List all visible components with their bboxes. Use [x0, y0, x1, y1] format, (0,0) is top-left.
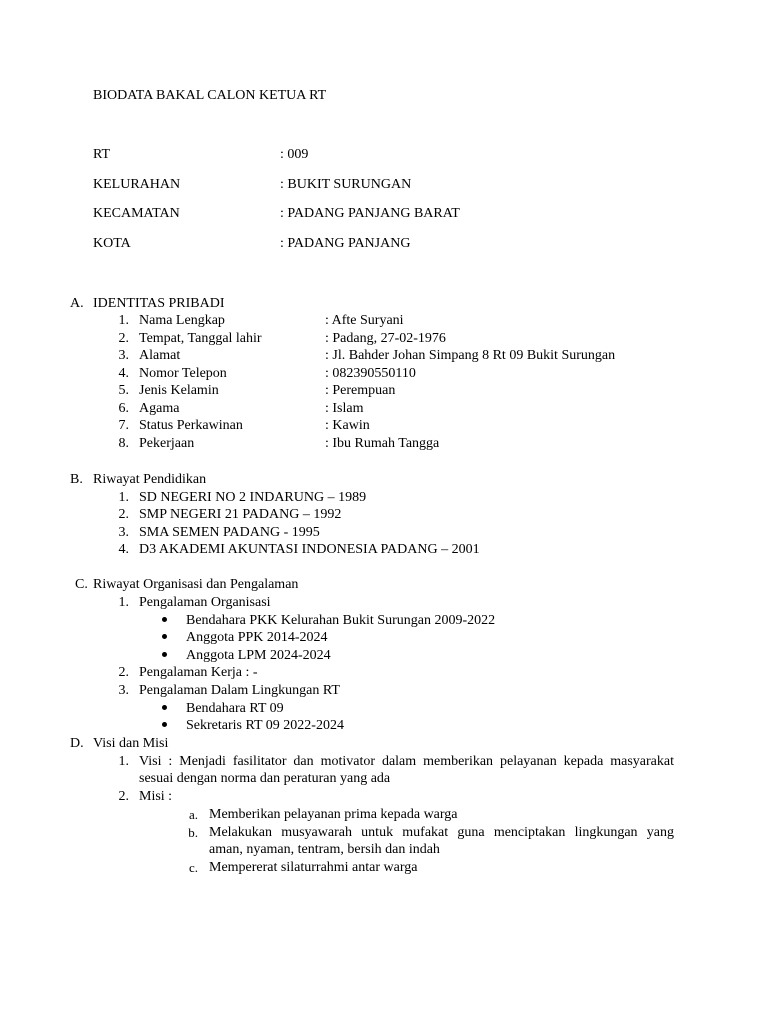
identity-label: Pekerjaan	[139, 436, 195, 451]
bullet-icon	[161, 717, 169, 725]
info-label: KOTA	[93, 236, 131, 251]
list-number: 8.	[118, 436, 129, 451]
identity-label: Jenis Kelamin	[139, 383, 219, 398]
list-number: 2.	[118, 507, 129, 522]
bullet-icon	[161, 700, 169, 708]
section-c-letter: C.	[75, 577, 88, 592]
experience-item: Pengalaman Kerja : -	[139, 665, 258, 680]
identity-label: Status Perkawinan	[139, 418, 243, 433]
misi-item: Melakukan musyawarah untuk mufakat guna menciptakan lingkungan yang	[209, 825, 674, 840]
info-label: KELURAHAN	[93, 177, 181, 192]
identity-value: : Kawin	[325, 418, 370, 433]
list-number: 1.	[118, 595, 129, 610]
misi-item: Memberikan pelayanan prima kepada warga	[209, 807, 458, 822]
visi-line-1: Visi : Menjadi fasilitator dan motivator dalam memberikan pelayanan kepada masyarakat	[139, 754, 674, 769]
list-number: 4.	[118, 542, 129, 557]
identity-label: Agama	[139, 401, 180, 416]
section-a-letter: A.	[70, 296, 84, 311]
identity-value: : Islam	[325, 401, 364, 416]
section-c-title: Riwayat Organisasi dan Pengalaman	[93, 577, 299, 592]
list-number: 5.	[118, 383, 129, 398]
section-d-letter: D.	[70, 736, 84, 751]
identity-value: : Ibu Rumah Tangga	[325, 436, 440, 451]
info-value: : 009	[280, 147, 309, 162]
bullet-icon	[161, 612, 169, 620]
bullet-item: Sekretaris RT 09 2022-2024	[186, 718, 344, 733]
section-b-letter: B.	[70, 472, 83, 487]
list-letter: b.	[188, 825, 198, 840]
education-item: D3 AKADEMI AKUNTASI INDONESIA PADANG – 2001	[139, 542, 480, 557]
bullet-item: Bendahara PKK Kelurahan Bukit Surungan 2009-2022	[186, 613, 496, 628]
identity-label: Alamat	[139, 348, 181, 363]
info-value: : BUKIT SURUNGAN	[280, 177, 412, 192]
list-number: 3.	[118, 525, 129, 540]
identity-value: : Afte Suryani	[325, 313, 404, 328]
identity-label: Tempat, Tanggal lahir	[139, 331, 262, 346]
info-label: KECAMATAN	[93, 206, 180, 221]
list-number: 2.	[118, 331, 129, 346]
info-value: : PADANG PANJANG	[280, 236, 411, 251]
list-letter: c.	[188, 860, 198, 875]
list-number: 2.	[118, 789, 129, 804]
list-number: 3.	[118, 683, 129, 698]
experience-item: Pengalaman Dalam Lingkungan RT	[139, 683, 340, 698]
education-item: SMA SEMEN PADANG - 1995	[139, 525, 320, 540]
section-b-title: Riwayat Pendidikan	[93, 472, 207, 487]
misi-item: Mempererat silaturrahmi antar warga	[209, 860, 418, 875]
bullet-item: Anggota LPM 2024-2024	[186, 648, 331, 663]
visi-line-2: sesuai dengan norma dan peraturan yang ada	[139, 771, 391, 786]
identity-value: : 082390550110	[325, 366, 416, 381]
bullet-item: Bendahara RT 09	[186, 701, 284, 716]
document-title: BIODATA BAKAL CALON KETUA RT	[93, 88, 327, 103]
education-item: SMP NEGERI 21 PADANG – 1992	[139, 507, 342, 522]
bullet-item: Anggota PPK 2014-2024	[186, 630, 328, 645]
list-number: 6.	[118, 401, 129, 416]
section-a-title: IDENTITAS PRIBADI	[93, 296, 225, 311]
section-d-title: Visi dan Misi	[93, 736, 169, 751]
list-letter: a.	[188, 807, 198, 822]
info-label: RT	[93, 147, 111, 162]
list-number: 3.	[118, 348, 129, 363]
misi-label: Misi :	[139, 789, 173, 804]
info-value: : PADANG PANJANG BARAT	[280, 206, 460, 221]
list-number: 2.	[118, 665, 129, 680]
education-item: SD NEGERI NO 2 INDARUNG – 1989	[139, 490, 367, 505]
list-number: 1.	[118, 313, 129, 328]
identity-value: : Perempuan	[325, 383, 396, 398]
experience-item: Pengalaman Organisasi	[139, 595, 271, 610]
identity-value: : Padang, 27-02-1976	[325, 331, 446, 346]
list-number: 1.	[118, 490, 129, 505]
identity-label: Nama Lengkap	[139, 313, 225, 328]
bullet-icon	[161, 629, 169, 637]
list-number: 7.	[118, 418, 129, 433]
identity-label: Nomor Telepon	[139, 366, 227, 381]
identity-value: : Jl. Bahder Johan Simpang 8 Rt 09 Bukit Surungan	[325, 348, 616, 363]
misi-item-continued: aman, nyaman, tentram, bersih dan indah	[209, 842, 440, 857]
list-number: 4.	[118, 366, 129, 381]
list-number: 1.	[118, 754, 129, 769]
bullet-icon	[161, 647, 169, 655]
